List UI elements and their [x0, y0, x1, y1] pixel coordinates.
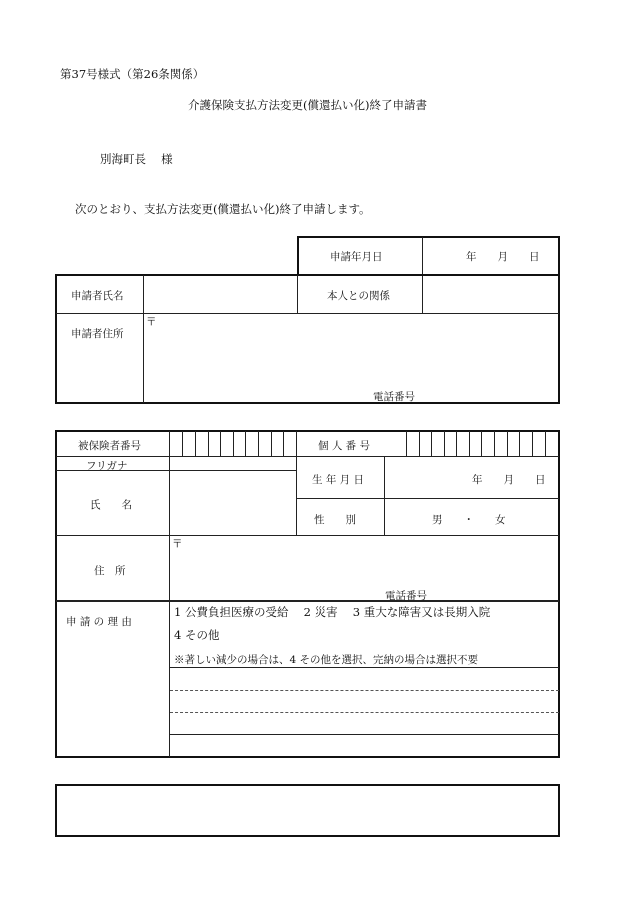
insured-name-field[interactable]	[171, 472, 295, 534]
form-number: 第37号様式（第26条関係）	[60, 67, 205, 81]
applicant-phone-label: 電話番号	[373, 391, 415, 403]
reason-options-line2[interactable]: 4 その他	[174, 628, 220, 642]
birth-date-field[interactable]: 年 月 日	[472, 474, 546, 486]
reason-detail-field[interactable]	[172, 669, 556, 755]
sex-options[interactable]: 男 ・ 女	[432, 514, 506, 526]
reason-label: 申 請 の 理 由	[66, 616, 132, 628]
form-title: 介護保険支払方法変更(償還払い化)終了申請書	[188, 98, 427, 112]
application-date-field[interactable]: 年 月 日	[466, 251, 540, 263]
intro-text: 次のとおり、支払方法変更(償還払い化)終了申請します。	[75, 202, 371, 216]
insured-name-label: 氏 名	[90, 499, 132, 511]
insured-postal-mark: 〒	[172, 538, 183, 550]
office-use-box[interactable]	[55, 784, 560, 837]
addressee: 別海町長 様	[100, 152, 173, 166]
furigana-label: フリガナ	[86, 460, 128, 472]
relation-field[interactable]	[424, 277, 557, 311]
insured-number-field[interactable]	[171, 432, 295, 455]
furigana-field[interactable]	[171, 458, 295, 469]
sex-label: 性 別	[314, 514, 356, 526]
applicant-name-field[interactable]	[145, 277, 295, 311]
insured-phone-label: 電話番号	[385, 590, 427, 602]
insured-address-field[interactable]	[186, 538, 556, 584]
applicant-name-label: 申請者氏名	[71, 290, 124, 302]
personal-number-label: 個 人 番 号	[318, 440, 371, 452]
reason-note: ※著しい減少の場合は、4 その他を選択、完納の場合は選択不要	[174, 654, 479, 666]
birth-date-label: 生 年 月 日	[312, 474, 365, 486]
relation-label: 本人との関係	[327, 290, 390, 302]
applicant-phone-field[interactable]	[425, 386, 555, 402]
applicant-postal-mark: 〒	[146, 316, 157, 328]
applicant-address-field[interactable]	[160, 316, 556, 382]
personal-number-field[interactable]	[408, 432, 558, 455]
application-date-label: 申請年月日	[330, 251, 383, 263]
insured-address-label: 住 所	[94, 565, 126, 577]
applicant-address-label: 申請者住所	[71, 328, 124, 340]
reason-options-line1[interactable]: 1 公費負担医療の受給 2 災害 3 重大な障害又は長期入院	[174, 605, 491, 619]
insured-number-label: 被保険者番号	[78, 440, 141, 452]
